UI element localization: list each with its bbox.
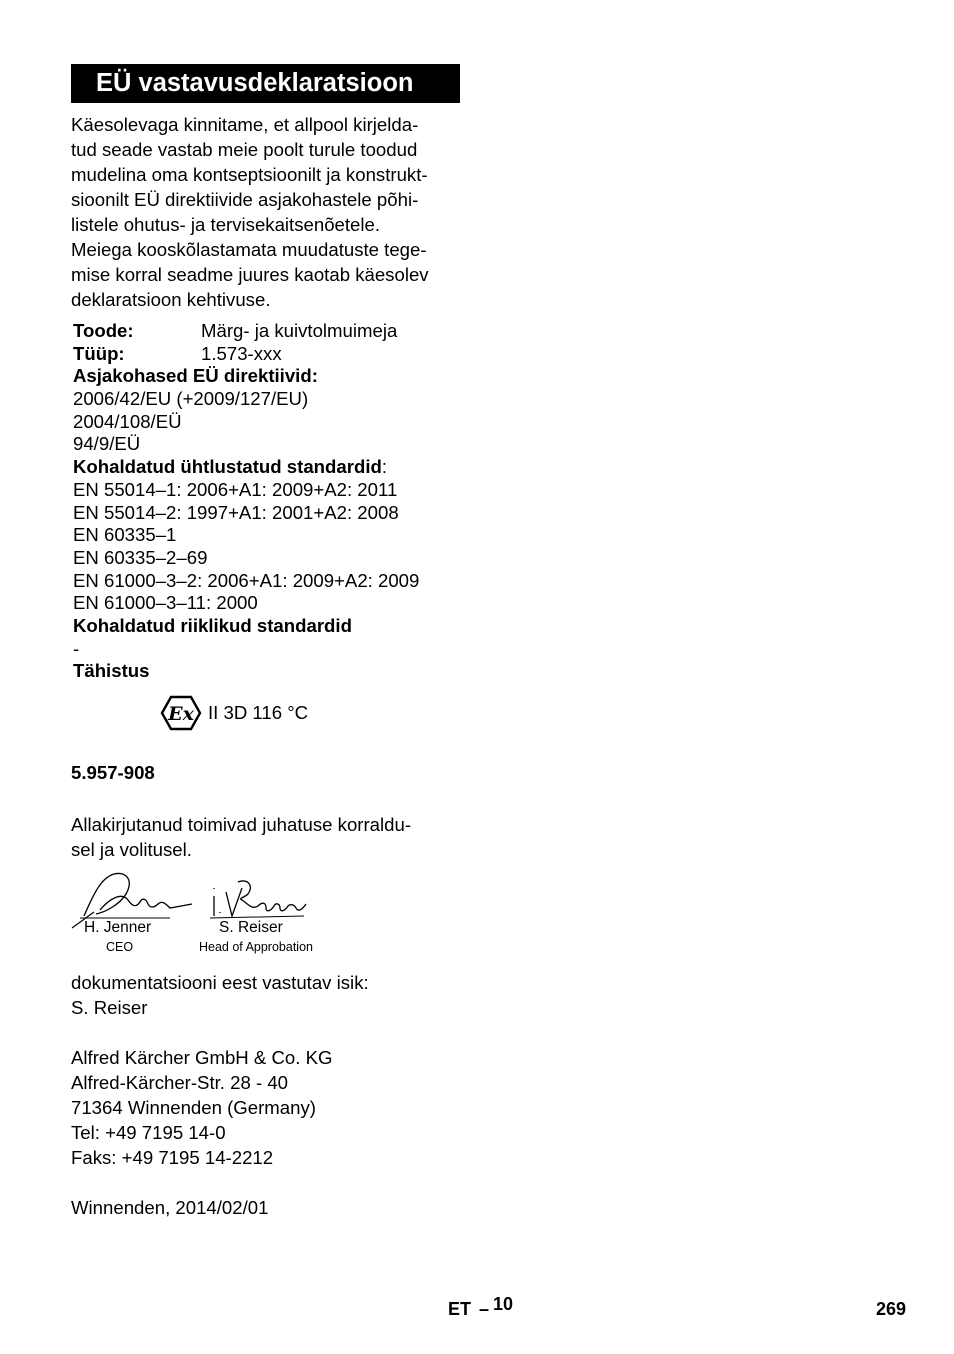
contact-block (71, 970, 369, 1220)
contact-line: Alfred-Kärcher-Str. 28 - 40 (71, 1072, 289, 1093)
intro-line: Meiega kooskõlastamata muudatuste tege- (71, 239, 427, 260)
standard-item: EN 55014–1: 2006+A1: 2009+A2: 2011 (73, 478, 398, 500)
directive-item: 2004/108/EÜ (73, 410, 182, 432)
intro-line: mudelina oma kontseptsioonilt ja konstrukt- (71, 164, 428, 185)
signatory-name: S. Reiser (219, 919, 283, 936)
intro-line: deklaratsioon kehtivuse. (71, 289, 271, 310)
signature-block (70, 868, 340, 960)
contact-line: Faks: +49 7195 14-2212 (71, 1147, 274, 1168)
directive-item: 94/9/EÜ (73, 433, 141, 455)
marking-line (160, 695, 308, 731)
marking-heading: Tähistus (73, 660, 150, 682)
svg-text:Ex: Ex (168, 703, 194, 725)
signatory-name: H. Jenner (84, 919, 152, 936)
standard-item: EN 60335–1 (73, 524, 177, 546)
product-row (73, 320, 473, 343)
authorization-statement (71, 812, 411, 862)
national-value: - (73, 637, 80, 659)
directives-heading: Asjakohased EÜ direktiivid: (73, 365, 318, 387)
marking-text: II 3D 116 °C (208, 702, 309, 723)
footer-section-marker (448, 1294, 514, 1320)
contact-line: 71364 Winnenden (Germany) (71, 1097, 316, 1118)
contact-line (71, 1020, 369, 1045)
type-value: 1.573-xxx (201, 342, 282, 364)
type-row (73, 343, 473, 366)
standard-item: EN 55014–2: 1997+A1: 2001+A2: 2008 (73, 501, 399, 523)
product-value: Märg- ja kuivtolmuimeja (201, 320, 398, 341)
contact-line: Tel: +49 7195 14-0 (71, 1122, 226, 1143)
part-number: 5.957-908 (71, 762, 155, 783)
contact-line: S. Reiser (71, 997, 148, 1018)
footer-section-page: 10 (493, 1294, 514, 1314)
specification-block (73, 320, 473, 683)
intro-line: sioonilt EÜ direktiivide asjakohastele põhi- (71, 189, 419, 210)
harmonised-colon: : (381, 456, 388, 478)
harmonised-heading: Kohaldatud ühtlustatud standardid (73, 456, 382, 478)
contact-line: Alfred Kärcher GmbH & Co. KG (71, 1047, 333, 1068)
product-label: Toode: (73, 320, 134, 341)
authorization-line: sel ja volitusel. (71, 839, 192, 860)
intro-line: mise korral seadme juures kaotab käesolev (71, 264, 429, 285)
standard-item: EN 61000–3–2: 2006+A1: 2009+A2: 2009 (73, 569, 420, 591)
contact-line: Winnenden, 2014/02/01 (71, 1197, 269, 1218)
standard-item: EN 61000–3–11: 2000 (73, 592, 258, 614)
intro-line: Käesolevaga kinnitame, et allpool kirjelda- (71, 114, 419, 135)
page-title: EÜ vastavusdeklaratsioon (71, 64, 460, 103)
signatory-role: CEO (106, 940, 134, 954)
harmonised-heading-row (73, 456, 473, 479)
page-number: 269 (876, 1299, 907, 1319)
type-label: Tüüp: (73, 342, 125, 364)
standard-item: EN 60335–2–69 (73, 546, 208, 568)
national-heading: Kohaldatud riiklikud standardid (73, 614, 352, 636)
contact-line (71, 1170, 369, 1195)
intro-line: tud seade vastab meie poolt turule toodud (71, 139, 418, 160)
ex-explosion-protection-icon (160, 695, 202, 731)
contact-line: dokumentatsiooni eest vastutav isik: (71, 972, 369, 993)
directive-item: 2006/42/EU (+2009/127/EU) (73, 388, 309, 410)
intro-line: listele ohutus- ja tervisekaitsenõetele. (71, 214, 381, 235)
signatory-role: Head of Approbation (199, 940, 313, 954)
footer-dash: – (479, 1299, 490, 1319)
authorization-line: Allakirjutanud toimivad juhatuse korraldu- (71, 814, 412, 835)
footer-language: ET (448, 1299, 472, 1319)
intro-paragraph (71, 112, 466, 312)
